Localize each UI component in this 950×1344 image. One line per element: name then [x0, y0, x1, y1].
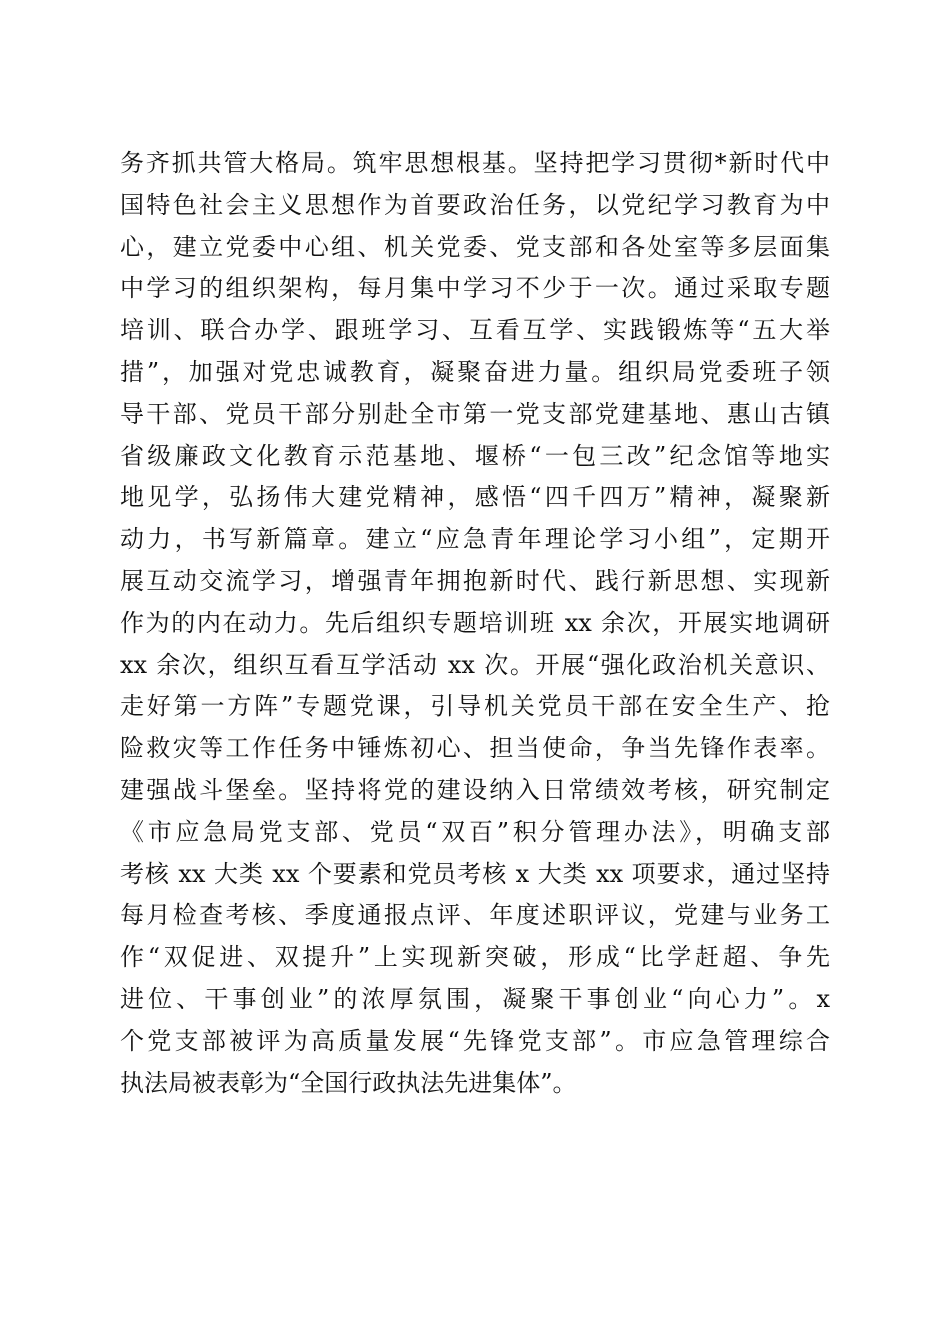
text-line-last: 执法局被表彰为“全国行政执法先进集体”。 [120, 1068, 577, 1097]
text-line: 国特色社会主义思想作为首要政治任务，以党纪学习教育为中 [120, 190, 830, 219]
text-line: 动力，书写新篇章。建立“应急青年理论学习小组”，定期开 [120, 525, 830, 554]
text-line: 导干部、党员干部分别赴全市第一党支部党建基地、惠山古镇 [120, 399, 830, 428]
text-line: 每月检查考核、季度通报点评、年度述职评议，党建与业务工 [120, 901, 830, 930]
text-line: xx 余次，组织互看互学活动 xx 次。开展“强化政治机关意识、 [120, 650, 830, 679]
text-line: 地见学，弘扬伟大建党精神，感悟“四千四万”精神，凝聚新 [120, 483, 830, 512]
text-line: 中学习的组织架构，每月集中学习不少于一次。通过采取专题 [120, 274, 830, 303]
text-line: 作“双促进、双提升”上实现新突破，形成“比学赶超、争先 [120, 943, 830, 972]
text-line: 走好第一方阵”专题党课，引导机关党员干部在安全生产、抢 [120, 692, 830, 721]
text-line: 进位、干事创业”的浓厚氛围，凝聚干事创业“向心力”。x [120, 984, 830, 1013]
text-line: 考核 xx 大类 xx 个要素和党员考核 x 大类 xx 项要求，通过坚持 [120, 859, 830, 888]
text-line: 建强战斗堡垒。坚持将党的建设纳入日常绩效考核，研究制定 [120, 775, 830, 804]
text-line: 作为的内在动力。先后组织专题培训班 xx 余次，开展实地调研 [120, 608, 830, 637]
text-line: 心，建立党委中心组、机关党委、党支部和各处室等多层面集 [120, 232, 830, 261]
body-paragraph [120, 143, 830, 1104]
text-line: 省级廉政文化教育示范基地、堰桥“一包三改”纪念馆等地实 [120, 441, 830, 470]
text-line: 培训、联合办学、跟班学习、互看互学、实践锻炼等“五大举 [120, 316, 830, 345]
text-line: 展互动交流学习，增强青年拥抱新时代、践行新思想、实现新 [120, 566, 830, 595]
text-line: 措”，加强对党忠诚教育，凝聚奋进力量。组织局党委班子领 [120, 357, 830, 386]
text-line: 险救灾等工作任务中锤炼初心、担当使命，争当先锋作表率。 [120, 734, 830, 763]
text-line: 个党支部被评为高质量发展“先锋党支部”。市应急管理综合 [120, 1026, 830, 1055]
text-line: 《市应急局党支部、党员“双百”积分管理办法》，明确支部 [120, 817, 830, 846]
text-line: 务齐抓共管大格局。筑牢思想根基。坚持把学习贯彻*新时代中 [120, 149, 830, 177]
